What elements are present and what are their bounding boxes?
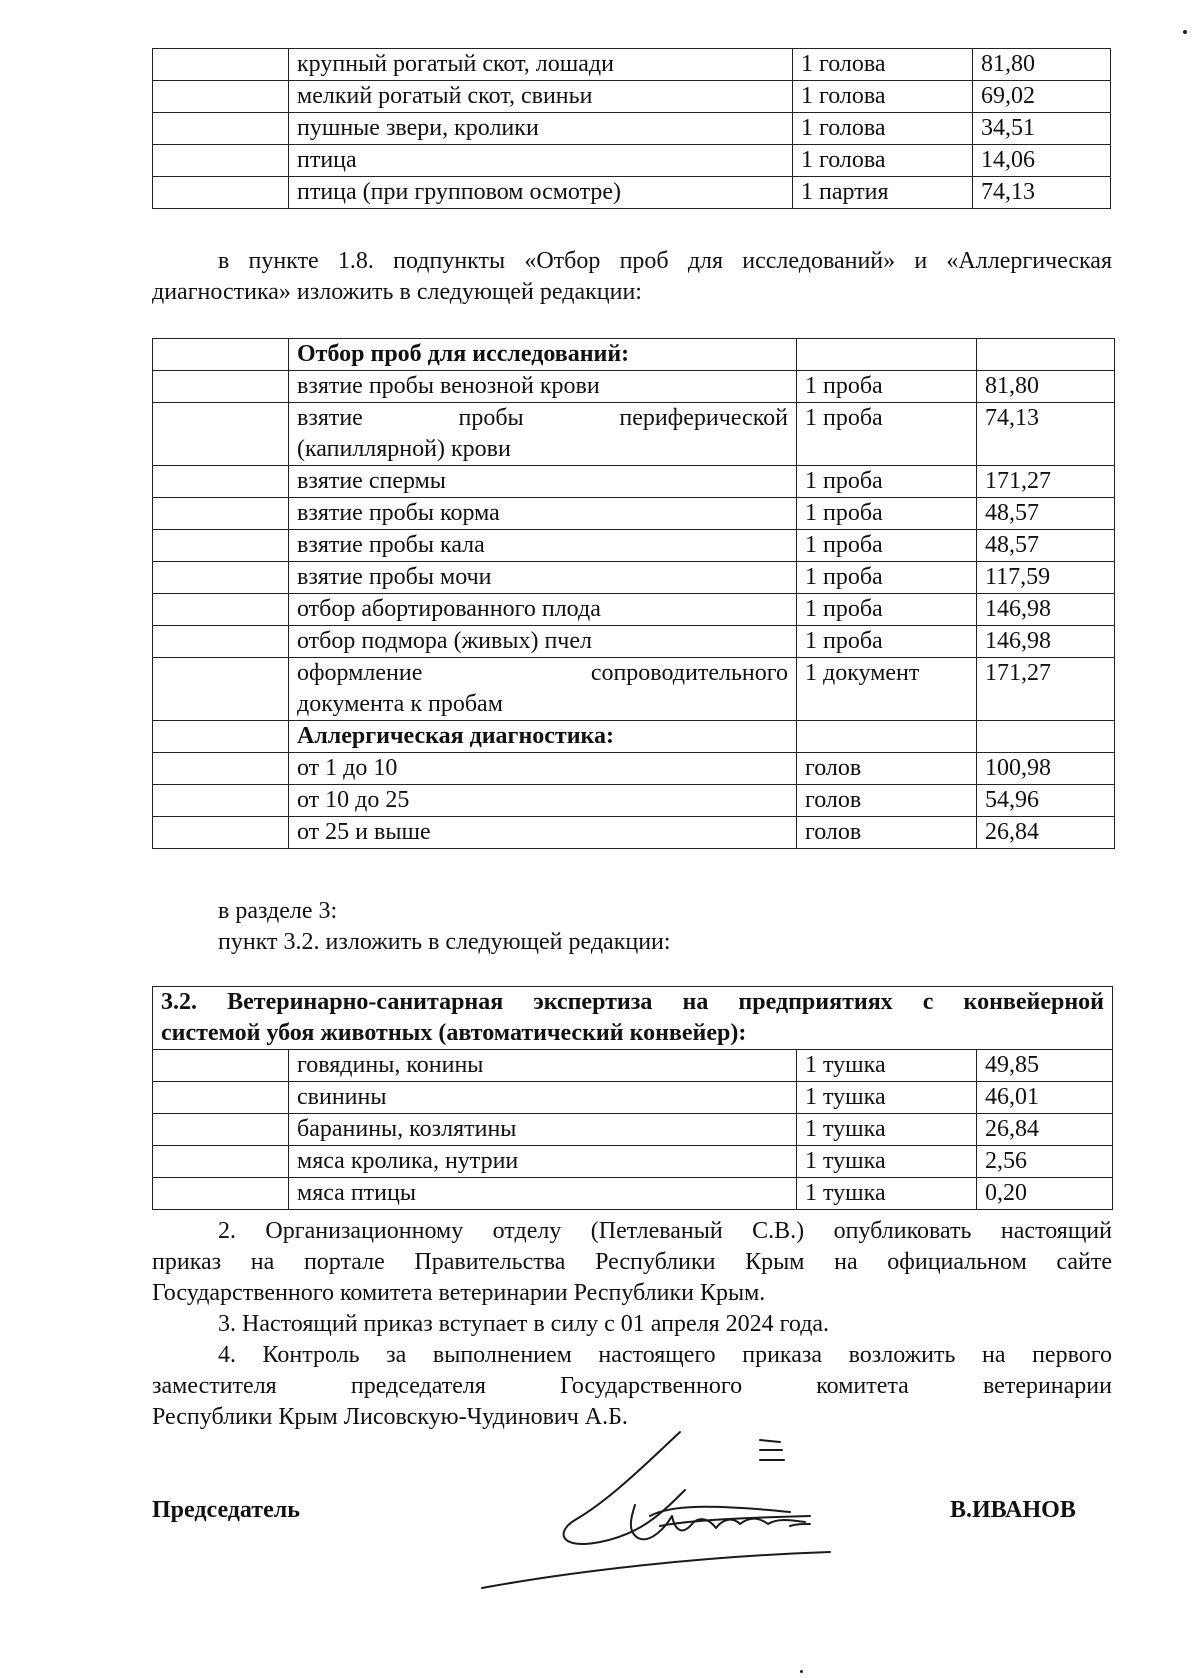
table-row [153,817,1115,849]
table-row [153,658,1115,721]
table-cell: крупный рогатый скот, лошади [289,49,793,81]
table-row [153,498,1115,530]
table-cell: 1 проба [797,498,977,530]
table-cell: 54,96 [977,785,1115,817]
table-cell: взятие пробы мочи [289,562,797,594]
table-cell: мяса птицы [289,1178,797,1210]
table-cell [797,721,977,753]
table-cell [153,371,289,403]
table-cell: 1 голова [793,49,973,81]
section-heading: Отбор проб для исследований: [289,339,797,371]
paragraph-line: заместителя председателя Государственного комитета ветеринарии [152,1373,1112,1399]
table-row [153,49,1111,81]
table-cell: 81,80 [977,371,1115,403]
table-cell: отбор абортированного плода [289,594,797,626]
table-cell [977,339,1115,371]
table-cell: 1 проба [797,466,977,498]
table-cell: 1 голова [793,145,973,177]
table-row [153,753,1115,785]
table-cell [153,113,289,145]
table-cell: 26,84 [977,817,1115,849]
table-cell [153,785,289,817]
table-cell: 74,13 [973,177,1111,209]
table-cell [153,817,289,849]
table-row [153,594,1115,626]
paragraph-line: приказ на портале Правительства Республики Крым на официальном сайте [152,1249,1112,1275]
table-row [153,1146,1113,1178]
table-cell: мелкий рогатый скот, свиньи [289,81,793,113]
amendment-paragraph-2 [218,896,1098,958]
table-cell: взятие пробы кала [289,530,797,562]
table-cell: 1 тушка [797,1178,977,1210]
table-cell: 1 тушка [797,1146,977,1178]
sampling-table [152,338,1115,849]
table-cell [153,1178,289,1210]
table-cell [153,81,289,113]
table-cell: 26,84 [977,1114,1113,1146]
table-cell: 1 тушка [797,1114,977,1146]
table-cell: говядины, конины [289,1050,797,1082]
section-heading: Аллергическая диагностика: [289,721,797,753]
table-cell: 100,98 [977,753,1115,785]
table-row [153,626,1115,658]
table-cell: 146,98 [977,626,1115,658]
table-cell: баранины, козлятины [289,1114,797,1146]
table-cell: взятие пробы венозной крови [289,371,797,403]
table-row [153,81,1111,113]
table-cell: 1 проба [797,626,977,658]
table-cell [153,562,289,594]
table-cell: 1 проба [797,371,977,403]
table-cell: голов [797,817,977,849]
paragraph-line: в пункте 1.8. подпункты «Отбор проб для исследований» и «Аллергическая [218,248,1112,274]
table-cell: 49,85 [977,1050,1113,1082]
table-cell: мяса кролика, нутрии [289,1146,797,1178]
scan-speck [800,1670,803,1673]
table-cell: 74,13 [977,403,1115,466]
handwritten-signature [460,1420,880,1600]
table-row [153,371,1115,403]
table-cell: 1 тушка [797,1082,977,1114]
table-row [153,403,1115,466]
table-cell: от 1 до 10 [289,753,797,785]
table-row [153,145,1111,177]
table-row [153,530,1115,562]
item-3-paragraph [218,1309,1112,1340]
section-heading [153,987,1113,1050]
table-cell [797,339,977,371]
table-cell [153,498,289,530]
table-cell: 1 проба [797,594,977,626]
table-cell [153,177,289,209]
paragraph-line: в разделе 3: [218,898,338,924]
table-cell: 146,98 [977,594,1115,626]
cell-line: документа к пробам [297,691,503,717]
table-cell [153,530,289,562]
table-cell: 1 документ [797,658,977,721]
table-cell: 171,27 [977,658,1115,721]
table-cell: 1 голова [793,113,973,145]
table-cell [153,1050,289,1082]
table-cell: птица [289,145,793,177]
table-cell: 2,56 [977,1146,1113,1178]
table-cell: от 10 до 25 [289,785,797,817]
paragraph-line: 4. Контроль за выполнением настоящего приказа возложить на первого [218,1342,1112,1368]
table-cell: 14,06 [973,145,1111,177]
table-cell: 81,80 [973,49,1111,81]
table-cell: голов [797,753,977,785]
table-row [153,113,1111,145]
paragraph-line: 3. Настоящий приказ вступает в силу с 01 апреля 2024 года. [218,1311,830,1337]
table-cell: голов [797,785,977,817]
table-row [153,785,1115,817]
table-row [153,339,1115,371]
table-cell: пушные звери, кролики [289,113,793,145]
table-cell [153,753,289,785]
table-cell: 48,57 [977,498,1115,530]
table-cell: 46,01 [977,1082,1113,1114]
cell-line: взятие пробы периферической [297,405,788,431]
table-cell: 1 проба [797,530,977,562]
table-cell: птица (при групповом осмотре) [289,177,793,209]
table-row [153,1178,1113,1210]
table-cell [153,339,289,371]
livestock-table [152,48,1111,209]
item-2-paragraph [152,1216,1112,1309]
table-row [153,721,1115,753]
table-cell: отбор подмора (живых) пчел [289,626,797,658]
table-cell: 1 тушка [797,1050,977,1082]
table-cell: свинины [289,1082,797,1114]
table-cell: 0,20 [977,1178,1113,1210]
table-cell: 1 проба [797,403,977,466]
cell-line: оформление сопроводительного [297,660,788,686]
table-cell: 117,59 [977,562,1115,594]
table-cell [153,626,289,658]
table-cell [153,594,289,626]
table-cell: 171,27 [977,466,1115,498]
paragraph-line: Государственного комитета ветеринарии Республики Крым. [152,1280,766,1306]
table-cell: 1 партия [793,177,973,209]
table-cell: взятие спермы [289,466,797,498]
table-cell: 48,57 [977,530,1115,562]
table-cell [289,403,797,466]
table-cell [289,658,797,721]
table-cell [977,721,1115,753]
paragraph-line: диагностика» изложить в следующей редакции: [152,279,642,305]
table-cell [153,145,289,177]
table-cell [153,403,289,466]
table-cell [153,466,289,498]
heading-line: системой убоя животных (автоматический конвейер): [161,1020,747,1046]
table-cell: 1 проба [797,562,977,594]
table-cell: 69,02 [973,81,1111,113]
table-row [153,177,1111,209]
table-cell [153,1146,289,1178]
paragraph-line: пункт 3.2. изложить в следующей редакции: [218,929,671,955]
signatory-title: Председатель [152,1497,300,1523]
table-cell: 1 голова [793,81,973,113]
table-row [153,562,1115,594]
table-row [153,1050,1113,1082]
table-row [153,987,1113,1050]
table-cell [153,658,289,721]
table-cell [153,1114,289,1146]
table-row [153,466,1115,498]
amendment-paragraph-1 [152,246,1112,308]
table-cell [153,1082,289,1114]
table-cell [153,49,289,81]
paragraph-line: Республики Крым Лисовскую-Чудинович А.Б. [152,1404,628,1430]
heading-line: 3.2. Ветеринарно-санитарная экспертиза на предприятиях с конвейерной [161,989,1104,1015]
slaughter-expertise-table [152,986,1113,1210]
table-cell: взятие пробы корма [289,498,797,530]
table-cell [153,721,289,753]
signatory-name: В.ИВАНОВ [950,1497,1076,1523]
table-cell: от 25 и выше [289,817,797,849]
table-cell: 34,51 [973,113,1111,145]
cell-line: (капиллярной) крови [297,436,511,462]
table-row [153,1114,1113,1146]
scan-speck [1183,30,1187,34]
paragraph-line: 2. Организационному отделу (Петлеваный С.В.) опубликовать настоящий [218,1218,1112,1244]
table-row [153,1082,1113,1114]
